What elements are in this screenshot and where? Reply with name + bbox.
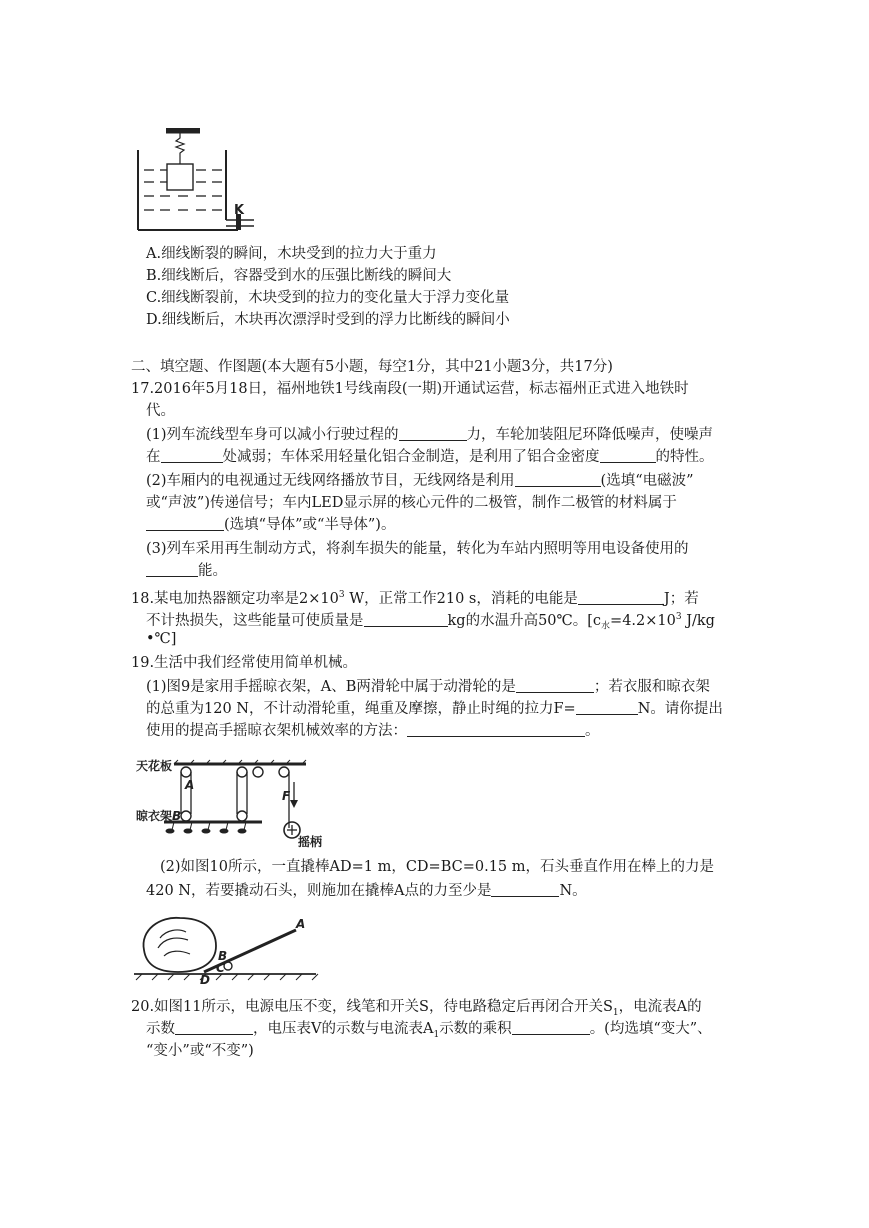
option-b: B.细线断后，容器受到水的压强比断线的瞬间大 [146, 268, 452, 284]
answer-blank[interactable] [364, 612, 448, 627]
section-heading: 二、填空题、作图题(本大题有5小题，每空1分，其中21小题3分，共17分) [131, 359, 613, 375]
answer-blank[interactable] [146, 562, 198, 577]
q17-p3b: 能。 [198, 563, 227, 579]
q18-f: =4.2×10 [610, 612, 676, 629]
answer-blank[interactable] [146, 516, 224, 531]
q17-part3-line2 [146, 560, 227, 582]
pulley-b-label: B [172, 809, 182, 823]
q17-part2-line2: 或“声波”)传递信号；车内LED显示屏的核心元件的二极管，制作二极管的材料属于 [146, 495, 677, 511]
q17-p1d: 处减弱；车体采用轻量化铝合金制造，是利用了铝合金密度 [222, 449, 600, 465]
q19-p1b: ；若衣服和晾衣架 [593, 679, 710, 695]
point-a-label: A [296, 917, 306, 931]
q20-f: 。(均选填“变大”、 [589, 1021, 712, 1037]
drying-rack-figure [134, 752, 334, 850]
container-figure [130, 126, 260, 236]
q17-p2d: (选填“导体”或“半导体”)。 [224, 517, 396, 533]
answer-blank[interactable] [161, 448, 223, 463]
q19-part1-line2 [146, 698, 723, 720]
q20-d: ，电压表V的示数与电流表A [253, 1021, 434, 1037]
answer-blank[interactable] [491, 882, 559, 897]
answer-blank[interactable] [399, 426, 467, 441]
answer-blank[interactable] [516, 678, 594, 693]
answer-blank[interactable] [407, 722, 585, 737]
q17-part1-line2 [146, 446, 714, 468]
q17-p1c: 在 [146, 449, 161, 465]
q19-p2c: N。 [559, 883, 587, 899]
answer-blank[interactable] [175, 1020, 253, 1035]
point-c-label: C [216, 961, 225, 975]
q19-part1-line1 [146, 676, 710, 698]
q17-stem-2: 代。 [146, 403, 175, 419]
q20-a1: 1 [433, 1029, 440, 1040]
q19-part2-line1: (2)如图10所示，一直撬棒AD=1 m，CD=BC=0.15 m，石头垂直作用在棒上的力是 [160, 859, 714, 875]
q17-part2-line3 [146, 514, 395, 536]
q20-b: ，电流表A的 [618, 999, 702, 1015]
q20-line3: “变小”或“不变”) [146, 1043, 254, 1059]
q18-c: J；若 [663, 590, 699, 607]
q18-line3: •℃] [146, 631, 177, 647]
answer-blank[interactable] [578, 590, 664, 605]
q17-part3-line1: (3)列车采用再生制动方式，将刹车损失的能量，转化为车站内照明等用电设备使用的 [146, 541, 689, 557]
option-d: D.细线断后，木块再次漂浮时受到的浮力比断线的瞬间小 [146, 312, 510, 328]
q17-p1a: (1)列车流线型车身可以减小行驶过程的 [146, 427, 399, 443]
q19-title: 19.生活中我们经常使用简单机械。 [131, 655, 358, 671]
q17-stem-1: 17.2016年5月18日，福州地铁1号线南段(一期)开通试运营，标志福州正式进入地铁时 [131, 381, 689, 397]
rack-label: 晾衣架 [136, 809, 173, 823]
q19-p1a: (1)图9是家用手摇晾衣架，A、B两滑轮中属于动滑轮的是 [146, 679, 516, 695]
q20-a: 20.如图11所示，电源电压不变，线笔和开关S，待电路稳定后再闭合开关S [131, 999, 613, 1015]
q18-exp: 3 [338, 590, 345, 600]
force-f-label: F [282, 789, 291, 803]
q18-sub: 水 [601, 621, 611, 632]
option-a: A.细线断裂的瞬间，木块受到的拉力大于重力 [146, 246, 437, 262]
q17-p2b: (选填“电磁波” [600, 473, 694, 489]
q17-part2-line1 [146, 470, 694, 492]
option-c: C.细线断裂前，木块受到的拉力的变化量大于浮力变化量 [146, 290, 510, 306]
q18-d: 不计热损失，这些能量可使质量是 [146, 612, 364, 629]
point-b-label: B [218, 949, 228, 963]
q17-p2a: (2)车厢内的电视通过无线网络播放节目，无线网络是利用 [146, 473, 515, 489]
q18-a: 18.某电加热器额定功率是2×10 [131, 590, 339, 607]
q18-exp2: 3 [675, 612, 682, 622]
crowbar-figure [130, 910, 320, 990]
answer-blank[interactable] [600, 448, 656, 463]
handle-label: 摇柄 [298, 835, 323, 849]
ceiling-label: 天花板 [136, 759, 173, 773]
point-d-label: D [200, 973, 210, 987]
answer-blank[interactable] [512, 1020, 590, 1035]
q19-part2-line2 [146, 880, 587, 902]
q17-p1e: 的特性。 [655, 449, 714, 465]
q19-p1f: 。 [585, 723, 600, 739]
pulley-a-label: A [185, 778, 195, 792]
q18-b: W，正常工作210 s，消耗的电能是 [344, 590, 578, 607]
q18-g: J/kg [681, 612, 715, 629]
q20-e: 示数的乘积 [439, 1021, 512, 1037]
q18-e: kg的水温升高50℃。[c [447, 612, 602, 629]
q18-line2 [146, 606, 715, 638]
q19-part1-line3 [146, 720, 600, 742]
answer-blank[interactable] [576, 700, 638, 715]
q19-p1e: 使用的提高手摇晾衣架机械效率的方法： [146, 723, 407, 739]
q20-c: 示数 [146, 1021, 175, 1037]
q19-p1c: 的总重为120 N，不计动滑轮重，绳重及摩擦，静止时绳的拉力F= [146, 701, 576, 717]
q19-p1d: N。请你提出 [637, 701, 723, 717]
q19-p2b: 420 N，若要撬动石头，则施加在撬棒A点的力至少是 [146, 883, 492, 899]
q20-s1: 1 [612, 1007, 619, 1018]
answer-blank[interactable] [515, 472, 601, 487]
q17-p1b: 力，车轮加装阻尼环降低噪声，使噪声 [466, 427, 714, 443]
valve-label: K [234, 203, 245, 218]
q17-part1-line1 [146, 424, 713, 446]
